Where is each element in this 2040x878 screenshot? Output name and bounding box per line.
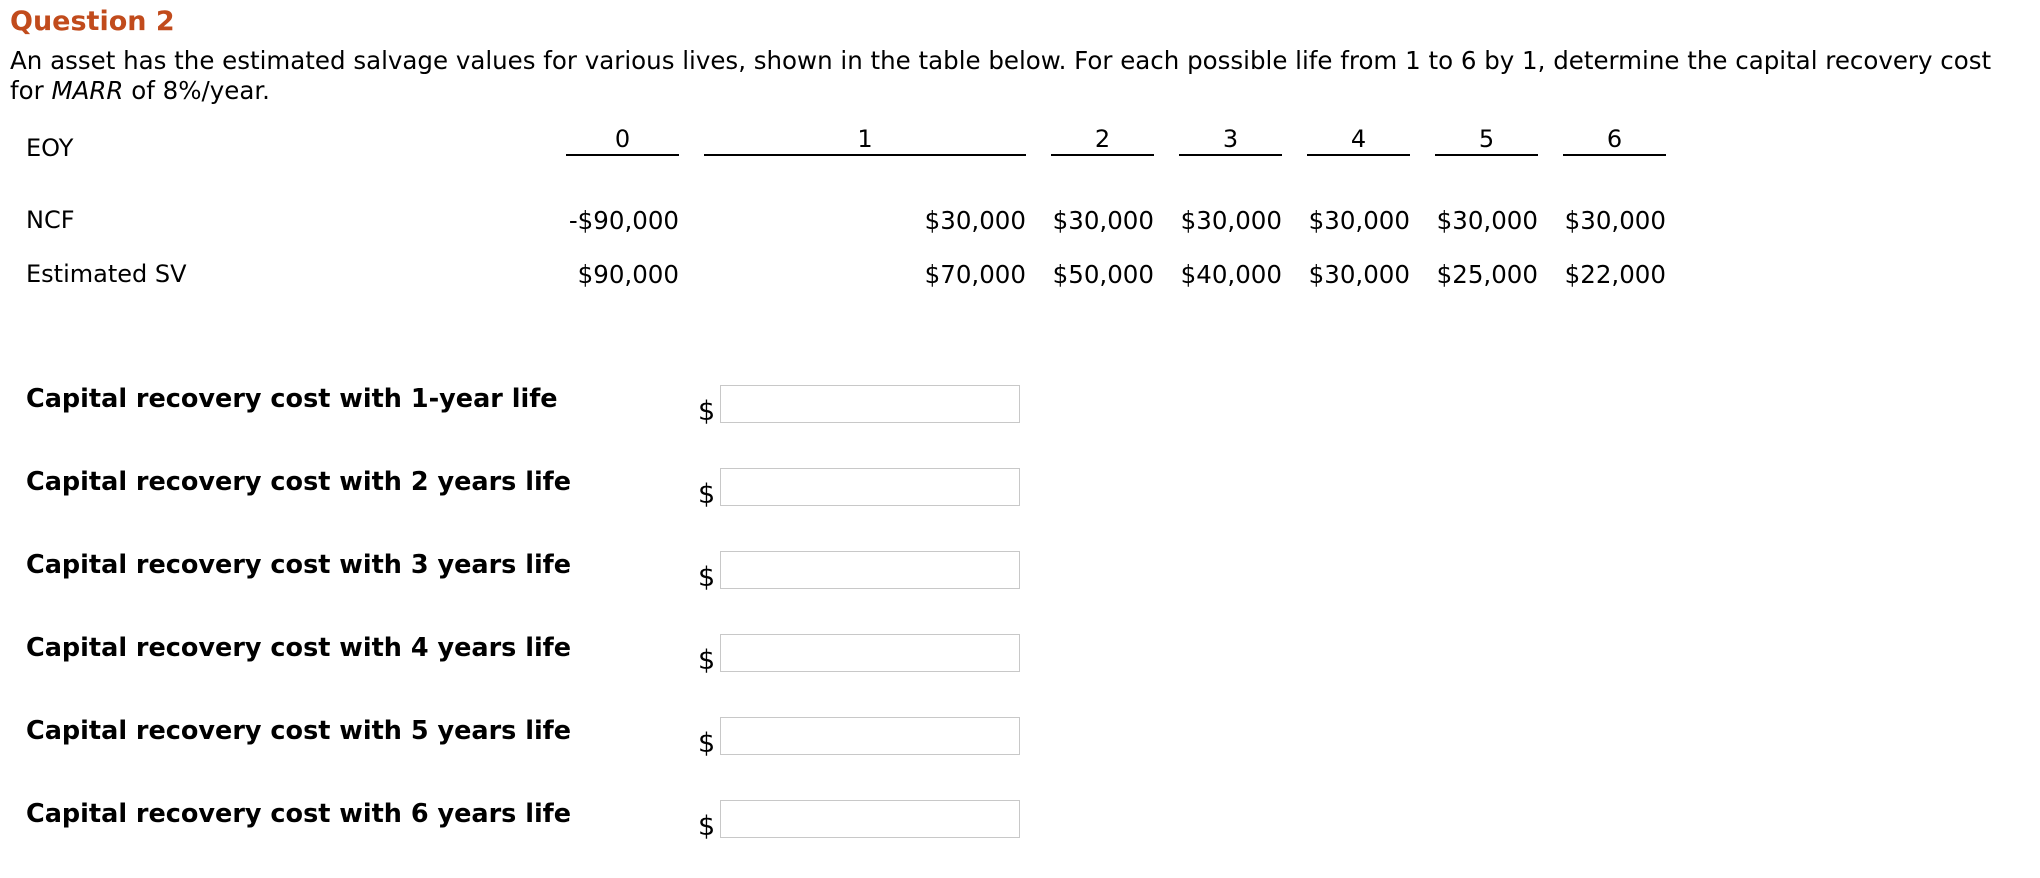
- answer-input-2[interactable]: [720, 468, 1020, 506]
- answer-input-5[interactable]: [720, 717, 1020, 755]
- answer-label-1: Capital recovery cost with 1-year life: [26, 384, 558, 414]
- sv-cell-4: $30,000: [1308, 260, 1410, 289]
- dollar-sign: $: [698, 396, 716, 427]
- answer-label-6: Capital recovery cost with 6 years life: [26, 799, 572, 829]
- dollar-sign: $: [698, 479, 716, 510]
- ncf-cell-5: $30,000: [1436, 206, 1538, 235]
- answer-label-5: Capital recovery cost with 5 years life: [26, 716, 572, 746]
- answer-label-2: Capital recovery cost with 2 years life: [26, 467, 572, 497]
- ncf-cell-2: $30,000: [1052, 206, 1154, 235]
- sv-cell-2: $50,000: [1052, 260, 1154, 289]
- ncf-cell-6: $30,000: [1564, 206, 1666, 235]
- sv-cell-3: $40,000: [1180, 260, 1282, 289]
- prompt-marr: MARR: [51, 76, 124, 105]
- row-label-eoy: EOY: [26, 134, 74, 162]
- question-title: Question 2: [10, 6, 175, 37]
- sv-cell-5: $25,000: [1436, 260, 1538, 289]
- eoy-header-5: 5: [1435, 124, 1538, 156]
- eoy-header-1: 1: [704, 124, 1026, 156]
- row-label-ncf: NCF: [26, 206, 75, 234]
- sv-cell-1: $70,000: [924, 260, 1026, 289]
- answer-input-1[interactable]: [720, 385, 1020, 423]
- dollar-sign: $: [698, 728, 716, 759]
- answer-input-4[interactable]: [720, 634, 1020, 672]
- row-label-sv: Estimated SV: [26, 260, 187, 288]
- dollar-sign: $: [698, 562, 716, 593]
- answer-input-3[interactable]: [720, 551, 1020, 589]
- ncf-cell-3: $30,000: [1180, 206, 1282, 235]
- dollar-sign: $: [698, 811, 716, 842]
- sv-cell-0: $90,000: [577, 260, 679, 289]
- prompt-text-2: of 8%/year.: [123, 76, 270, 105]
- eoy-header-3: 3: [1179, 124, 1282, 156]
- answer-input-6[interactable]: [720, 800, 1020, 838]
- ncf-cell-0: -$90,000: [568, 206, 679, 235]
- ncf-cell-1: $30,000: [924, 206, 1026, 235]
- sv-cell-6: $22,000: [1564, 260, 1666, 289]
- answer-label-4: Capital recovery cost with 4 years life: [26, 633, 572, 663]
- answer-label-3: Capital recovery cost with 3 years life: [26, 550, 572, 580]
- ncf-cell-4: $30,000: [1308, 206, 1410, 235]
- eoy-header-4: 4: [1307, 124, 1410, 156]
- eoy-header-2: 2: [1051, 124, 1154, 156]
- eoy-header-0: 0: [566, 124, 679, 156]
- prompt-text-1: An asset has the estimated salvage values for various lives, shown in the table below. For each possible life from 1 to 6 by 1, determine the capital recovery cost for: [10, 46, 1992, 105]
- dollar-sign: $: [698, 645, 716, 676]
- question-prompt: [10, 46, 2030, 106]
- eoy-header-6: 6: [1563, 124, 1666, 156]
